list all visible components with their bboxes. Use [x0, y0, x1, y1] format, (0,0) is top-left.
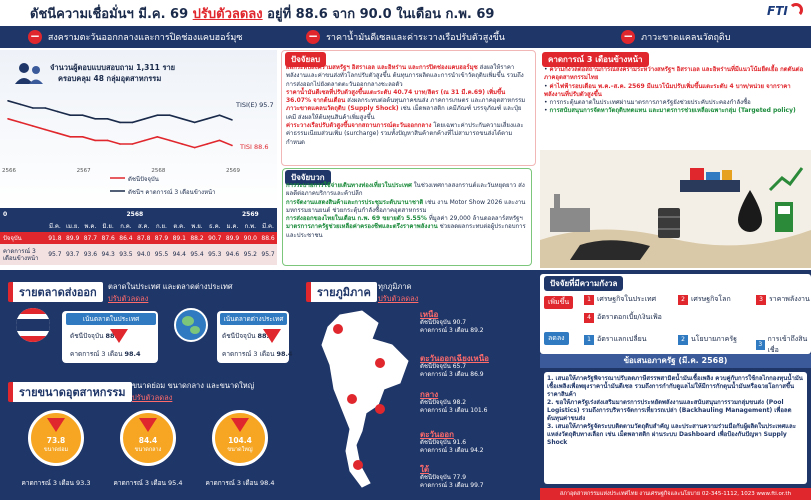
industry-label: ขนาดใหญ่: [227, 447, 253, 453]
outlook-text: การสนับสนุนการจัดหาวัตถุดิบทดแทน และมาตรการช่วยเหลือเฉพาะกลุ่ม (Targeted policy): [549, 107, 796, 115]
table-cell: 94.4: [172, 251, 186, 258]
industry-title: รายขนาดอุตสาหกรรม: [8, 382, 132, 402]
factor-up-label: เพิ่มขึ้น: [544, 296, 573, 309]
region-current: ดัชนีปัจจุบัน 91.6: [420, 439, 467, 446]
factor-number: 4: [584, 313, 594, 323]
page-title: [30, 3, 494, 24]
data-point: [20, 104, 22, 106]
report-header: [0, 0, 811, 26]
driver-supply: [541, 30, 811, 44]
current-value: 88.6: [105, 332, 122, 340]
table-cell: มิ.ย.: [102, 223, 114, 230]
industry-value: 104.4: [228, 436, 252, 445]
factor-label: นโยบายภาครัฐ: [691, 335, 737, 343]
table-cell: ม.ค.: [226, 223, 239, 230]
data-point: [94, 140, 96, 142]
driver-fuel: [270, 30, 540, 44]
table-row-current: [0, 232, 277, 244]
industry-card-large: [198, 410, 282, 492]
data-point: [57, 132, 59, 134]
thailand-map: [300, 305, 420, 495]
table-cell: 93.5: [119, 251, 133, 258]
table-cell: พ.ย.: [191, 223, 203, 230]
expect-label: คาดการณ์ 3 เดือน: [222, 350, 275, 358]
table-cell: ธ.ค.: [209, 223, 221, 230]
industry-label: ขนาดกลาง: [134, 447, 162, 453]
negative-item: [286, 105, 531, 122]
table-cell: 95.4: [190, 251, 204, 258]
data-point: [157, 136, 159, 138]
factor-number: 2: [678, 335, 688, 345]
minus-icon: −: [308, 29, 319, 43]
outlook-item: • การสนับสนุนการจัดหาวัตถุดิบทดแทน และมาตรการช่วยเหลือเฉพาะกลุ่ม (Targeted policy): [544, 107, 796, 115]
arrow-down-icon: [47, 418, 65, 432]
factor-number: 2: [678, 295, 688, 305]
data-point: [32, 107, 34, 109]
data-point: [107, 140, 109, 142]
current-label: ดัชนีปัจจุบัน: [222, 332, 256, 340]
item-body: ที่มูลค่า 29,000 ล้านดอลลาร์สหรัฐฯ: [428, 215, 523, 223]
factor-label: อัตราดอกเบี้ย/เงินเฟ้อ: [597, 313, 662, 321]
data-point: [45, 129, 47, 131]
industry-value: 84.4: [138, 436, 158, 445]
industry-value: 73.8: [46, 436, 66, 445]
x-tick-label: 2569: [226, 168, 240, 174]
arrow-down-icon: [139, 418, 157, 432]
data-point: [144, 118, 146, 120]
data-point: [219, 114, 221, 116]
drivers-bar: [0, 26, 811, 48]
item-head: การจัดงานแสดงสินค้าและการประชุมระดับนานาชาติ: [286, 198, 424, 206]
data-point: [181, 118, 183, 120]
table-cell: ต.ค.: [173, 223, 186, 230]
foreign-expect: [222, 349, 293, 359]
data-point: [82, 114, 84, 116]
table-cell: 87.9: [154, 234, 169, 242]
year-2568: 2568: [126, 210, 144, 218]
region-item: [420, 391, 535, 415]
table-cell: 89.9: [225, 234, 240, 242]
table-cell: 95.3: [208, 251, 222, 258]
markets-title: รายตลาดส่งออก: [8, 282, 103, 302]
domestic-expect: [70, 349, 141, 359]
title-suffix: อยู่ที่ 88.6 จาก 90.0 ในเดือน ก.พ. 69: [267, 6, 495, 22]
table-cell: 95.5: [154, 251, 169, 258]
thai-flag-icon: [16, 308, 50, 342]
current-value: 88.4: [257, 332, 274, 340]
data-point: [7, 100, 9, 102]
industry-expect: คาดการณ์ 3 เดือน 93.3: [21, 479, 91, 487]
pin-south-icon: [353, 460, 363, 470]
index-table: [0, 208, 277, 265]
suggestions-panel: [540, 354, 811, 500]
item-head: ค่าระวางเรือปรับตัวสูงขึ้นจากสถานการณ์ตะวันออกกลาง: [286, 122, 432, 130]
title-highlight: ปรับตัวลดลง: [192, 6, 263, 22]
table-cell: 95.7: [261, 251, 275, 258]
industry-expect: คาดการณ์ 3 เดือน 95.4: [113, 479, 183, 487]
foreign-label: เน้นตลาดต่างประเทศ: [220, 313, 287, 325]
outlook-text: ความกังวลต่อสถานการณ์สงครามระหว่างสหรัฐฯ อิสราเอล และอิหร่านที่มีแนวโน้มยืดเยื้อ กดดันต่อภาคอุตสาหกรรมไทย: [544, 66, 804, 82]
table-cell: ก.ค.: [120, 223, 132, 230]
factor-down-label: ลดลง: [544, 332, 569, 345]
positive-list: [286, 182, 531, 240]
table-cell: 86.4: [119, 234, 133, 242]
industry-card-medium: [106, 410, 190, 492]
data-point: [45, 107, 47, 109]
region-expect: คาดการณ์ 3 เดือน 99.7: [420, 482, 484, 489]
positive-item: [286, 182, 531, 199]
survey-coverage: ครอบคลุม 48 กลุ่มอุตสาหกรรม: [58, 74, 162, 83]
barrel-icon: [658, 208, 680, 238]
data-point: [94, 118, 96, 120]
table-cell: 87.7: [83, 234, 98, 242]
factor-up-item: [584, 312, 662, 323]
factor-label: เศรษฐกิจโลก: [691, 295, 731, 303]
factor-up-item: [756, 294, 810, 305]
arrow-down-icon: [110, 329, 128, 343]
table-cell: 94.3: [101, 251, 115, 258]
region-item: [420, 431, 535, 455]
row-expect-label: คาดการณ์ 3 เดือนข้างหน้า: [3, 247, 39, 262]
factors-panel: [540, 274, 811, 354]
driver-label: ราคาน้ำมันดีเซลและค่าระวางเรือปรับตัวสูงขึ้น: [326, 33, 505, 43]
legend-expect: ดัชนีฯ คาดการณ์ 3 เดือนข้างหน้า: [128, 189, 216, 196]
item-body: ในช่วงเทศกาลสงกรานต์และวันหยุดยาว ส่งผลดีต่อภาคบริการและค้าปลีก: [286, 182, 525, 198]
current-label: ดัชนีปัจจุบัน: [70, 332, 104, 340]
expect-value: 98.4: [276, 350, 293, 358]
table-corner: 0: [3, 210, 8, 218]
minus-icon: −: [29, 29, 40, 43]
fti-logo: [767, 4, 803, 22]
map-outline: [322, 311, 408, 487]
data-point: [20, 122, 22, 124]
tisi-label: TISI 88.6: [240, 143, 269, 151]
x-tick-label: 2568: [151, 168, 166, 174]
oil-illustration: [540, 150, 811, 268]
region-name: ตะวันออกเฉียงเหนือ: [420, 354, 489, 363]
data-point: [181, 143, 183, 145]
outlook-panel: [540, 50, 811, 268]
negative-item: [286, 122, 531, 147]
factor-down-item: [678, 334, 737, 345]
factors-title: ปัจจัยที่มีความกังวล: [544, 276, 623, 291]
regions-subtitle-text: ทุกภูมิภาค: [378, 282, 412, 291]
factor-label: ราคาพลังงาน: [769, 295, 810, 303]
item-body: โดยเฉพาะค่าประกันความเสี่ยงและค่าธรรมเนียมส่วนเพิ่ม (surcharge) รวมทั้งปัญหาสินค้าตกค้างที่ไม่สามารถขนส่งได้ตามกำหนด: [286, 122, 524, 146]
table-cell: มี.ค.: [262, 223, 274, 230]
pin-northeast-icon: [375, 358, 385, 368]
item-body: เช่น เม็ดพลาสติก เคมีภัณฑ์ บรรจุภัณฑ์ และปุ๋ยเคมี ส่งผลให้ต้นทุนสินค้าเพิ่มสูงขึ้น: [286, 105, 522, 121]
factor-down-item: [584, 334, 647, 345]
table-cell: ก.พ.: [244, 223, 256, 230]
table-cell: 87.8: [137, 234, 151, 242]
positive-item: [286, 199, 531, 216]
region-expect: คาดการณ์ 3 เดือน 86.9: [420, 371, 484, 378]
table-cell: 95.7: [48, 251, 62, 258]
driver-label: ภาวะขาดแคลนวัตถุดิบ: [641, 33, 731, 43]
table-cell: 88.6: [261, 234, 275, 242]
suggestions-title: ข้อเสนอภาครัฐ (มี.ค. 2568): [540, 354, 811, 368]
factor-label: การเข้าถึงสินเชื่อ: [767, 335, 808, 354]
title-prefix: ดัชนีความเชื่อมั่นฯ มี.ค. 69: [30, 6, 189, 22]
industry-subtitle: [132, 380, 254, 404]
item-head: ภาวะขาดแคลนวัตถุดิบ (Supply Shock): [286, 105, 399, 113]
table-cell: 91.8: [48, 234, 62, 242]
data-point: [206, 143, 208, 145]
region-name: กลาง: [420, 390, 439, 399]
data-point: [119, 143, 121, 145]
table-cell: พ.ค.: [84, 223, 97, 230]
data-point: [119, 122, 121, 124]
year-2569: 2569: [241, 210, 259, 218]
data-point: [194, 147, 196, 149]
x-tick-label: 2566: [2, 168, 16, 174]
regions-subtitle-red: ปรับตัวลดลง: [378, 294, 419, 303]
row-current-label: ปัจจุบัน: [3, 234, 22, 242]
data-point: [132, 143, 134, 145]
item-body: ส่งผลกระทบต่อต้นทุนภาคขนส่ง ภาคการเกษตร และภาคอุตสาหกรรม: [347, 97, 526, 105]
data-point: [206, 118, 208, 120]
table-cell: 94.0: [137, 251, 151, 258]
negative-list: [286, 64, 531, 147]
positive-title: ปัจจัยบวก: [285, 170, 331, 185]
x-tick-label: 2567: [76, 168, 91, 174]
data-point: [169, 114, 171, 116]
factor-number: 1: [584, 295, 594, 305]
pin-east-icon: [375, 404, 385, 414]
table-cell: 93.7: [65, 251, 80, 258]
industry-subtitle-red: ปรับตัวลดลง: [132, 393, 173, 402]
industry-subtitle-text: ขนาดย่อม ขนาดกลาง และขนาดใหญ่: [132, 381, 255, 390]
pin-central-icon: [347, 394, 357, 404]
item-body: เช่น งาน Motor Show 2026 และงานมหกรรมยานยนต์ ช่วยกระตุ้นกำลังซื้อภาคอุตสาหกรรม: [286, 198, 526, 214]
region-name: ใต้: [420, 465, 430, 474]
item-head: การระบายการใช้จ่ายเดินทางท่องเที่ยวในประเทศ: [286, 182, 412, 189]
survey-count: จำนวนผู้ตอบแบบสอบถาม 1,311 ราย: [50, 63, 176, 72]
minus-icon: −: [623, 29, 634, 43]
regions-subtitle: [378, 281, 418, 305]
markets-subtitle-red: ปรับตัวลดลง: [108, 294, 149, 303]
outlook-list: [544, 66, 806, 116]
suggestion-item: 1. เสนอให้ภาครัฐพิจารณาปรับลดภาษีสรรพสามิตน้ำมันเชื้อเพลิง ควบคู่กับการใช้กลไกกองทุนน้ำมันเชื้อเพลิงเพื่อพยุงราคาน้ำมันดีเซล รวมถึงการกำกับดูแลไม่ให้มีการกักตุนน้ำมันหรือฉวยโอกาสขึ้นราคาสินค้า: [547, 375, 803, 398]
suggestions-list: [544, 372, 807, 484]
suggestion-item: 2. ขอให้ภาครัฐเร่งส่งเสริมมาตรการประหยัดพลังงานและสนับสนุนการรวมกลุ่มขนส่ง (Pool Logistics) รวมถึงการบริหารจัดการเที่ยวรถเปล่า (Backhauling Management) เพื่อลดต้นทุนค่าขนส่ง: [547, 399, 792, 422]
table-year-row: [0, 208, 277, 220]
region-name: ตะวันออก: [420, 430, 454, 439]
factor-down-item: [756, 334, 811, 356]
expect-label: คาดการณ์ 3 เดือน: [70, 350, 123, 358]
item-body: ส่งผลให้ราคาพลังงานและค่าขนส่งทั่วโลกปรับตัวสูงขึ้น ต้นทุนการผลิตและการนำเข้าวัตถุดิบเพิ่มขึ้น รวมถึงการส่งออกไปยังตลาดตะวันออกกลางชะลอตัว: [286, 64, 524, 88]
table-cell: 89.9: [65, 234, 80, 242]
logo-arc-icon: [789, 3, 803, 17]
region-current: ดัชนีปัจจุบัน 77.9: [420, 474, 467, 481]
region-expect: คาดการณ์ 3 เดือน 94.2: [420, 447, 484, 454]
expect-value: 98.4: [124, 350, 141, 358]
factor-up-item: [678, 294, 731, 305]
item-body: ช่วยลดผลกระทบต่อผู้ประกอบการและประชาชน: [286, 223, 526, 239]
driver-war: [0, 30, 270, 44]
region-current: ดัชนีปัจจุบัน 90.7: [420, 319, 467, 326]
globe-icon: [174, 308, 208, 342]
table-cell: 95.2: [243, 251, 257, 258]
footer-bar: สภาอุตสาหกรรมแห่งประเทศไทย งานเศรษฐกิจและนโยบาย 02-345-1112, 1023 www.fti.or.th: [540, 488, 811, 500]
outlook-text: ค่าไฟฟ้ารอบเดือน พ.ค.–ส.ค. 2569 มีแนวโน้มปรับเพิ่มขึ้นแตะระดับ 4 บาท/หน่วย จากราคาพลังงานที่ปรับตัวสูงขึ้น: [544, 82, 791, 98]
table-cell: 90.0: [243, 234, 257, 242]
regions-title: รายภูมิภาค: [306, 282, 377, 302]
legend-current: ดัชนีปัจจุบัน: [128, 176, 159, 183]
factor-number: 3: [756, 295, 766, 305]
line-chart: [0, 50, 277, 208]
driver-label: สงครามตะวันออกกลางและการปิดช่องแคบฮอร์มุซ: [47, 33, 243, 43]
region-current: ดัชนีปัจจุบัน 65.7: [420, 363, 467, 370]
negative-title: ปัจจัยลบ: [285, 52, 326, 67]
arrow-down-icon: [231, 418, 249, 432]
region-name: เหนือ: [420, 310, 439, 319]
data-point: [219, 140, 221, 142]
data-point: [132, 122, 134, 124]
positive-item: [286, 223, 531, 240]
region-item: [420, 355, 535, 379]
region-current: ดัชนีปัจจุบัน 98.2: [420, 399, 467, 406]
outlook-item: • ค่าไฟฟ้ารอบเดือน พ.ค.–ส.ค. 2569 มีแนวโน้มปรับเพิ่มขึ้นแตะระดับ 4 บาท/หน่วย จากราคาพลังงานที่ปรับตัวสูงขึ้น: [544, 82, 791, 98]
outlook-item: • ความกังวลต่อสถานการณ์สงครามระหว่างสหรัฐฯ อิสราเอล และอิหร่านที่มีแนวโน้มยืดเยื้อ กดดันต่อภาคอุตสาหกรรมไทย: [544, 66, 804, 82]
table-cell: 94.6: [225, 251, 240, 258]
outlook-title: คาดการณ์ 3 เดือนข้างหน้า: [542, 52, 649, 67]
data-point: [7, 118, 9, 120]
data-point: [32, 125, 34, 127]
industry-card-small: [14, 410, 98, 492]
data-point: [144, 140, 146, 142]
negative-item: [286, 89, 531, 106]
region-item: [420, 466, 535, 490]
industry-label: ขนาดย่อม: [43, 447, 69, 453]
region-item: [420, 311, 535, 335]
data-point: [82, 136, 84, 138]
table-cell: มี.ค.: [48, 223, 61, 230]
factor-number: 1: [584, 335, 594, 345]
suggestion-item: 3. เสนอให้ภาครัฐจัดระบบติดตามวัตถุดิบสำคัญ และประสานความร่วมมือกับผู้ผลิตในประเทศและแหล่งวัตถุดิบทางเลือก เช่น เม็ดพลาสติก ผ่านระบบ Dashboard เพื่อป้องกันปัญหา Supply Shock: [547, 423, 796, 446]
table-cell: ส.ค.: [137, 223, 150, 230]
markets-subtitle-text: ตลาดในประเทศ และตลาดต่างประเทศ: [108, 282, 233, 291]
negative-item: [286, 64, 531, 89]
item-head: ราคาน้ำมันดีเซลที่ปรับตัวสูงขึ้นแตะระดับ 40.74 บาท/ลิตร (ณ 31 มี.ค.69) เพิ่มขึ้น 36.07% จากต้นเดือน: [286, 88, 506, 105]
table-cell: 87.6: [101, 234, 115, 242]
data-point: [69, 136, 71, 138]
data-point: [157, 114, 159, 116]
data-point: [169, 140, 171, 142]
table-cell: 93.6: [83, 251, 98, 258]
fuel-pump-icon: [775, 202, 793, 232]
data-point: [231, 145, 233, 147]
region-expect: คาดการณ์ 3 เดือน 101.6: [420, 407, 488, 414]
table-row-expect: [0, 244, 277, 265]
table-cell: ก.ย.: [155, 223, 167, 230]
pin-north-icon: [333, 324, 343, 334]
data-point: [57, 111, 59, 113]
logo-text: FTI: [767, 4, 788, 18]
factor-up-item: [584, 294, 656, 305]
region-expect: คาดการณ์ 3 เดือน 89.2: [420, 327, 484, 334]
outlook-item: • การกระตุ้นตลาดในประเทศผ่านมาตรการภาครัฐยังช่วยประคับประคองกำลังซื้อ: [544, 99, 751, 107]
table-month-row: [0, 220, 277, 232]
factor-label: เศรษฐกิจในประเทศ: [597, 295, 657, 303]
table-cell: 90.7: [208, 234, 222, 242]
tisi-e-label: TISI(E) 95.7: [236, 101, 274, 109]
industry-expect: คาดการณ์ 3 เดือน 98.4: [205, 479, 275, 487]
data-point: [107, 118, 109, 120]
table-cell: 89.1: [172, 234, 186, 242]
arrow-down-icon: [263, 329, 281, 343]
table-cell: เม.ย.: [65, 223, 80, 230]
data-point: [69, 114, 71, 116]
data-point: [194, 122, 196, 124]
item-head: การส่งออกของไทยในเดือน ก.พ. 69 ขยายตัว 5.55%: [286, 215, 427, 223]
item-head: มาตรการภาครัฐช่วยเหลือค่าครองชีพและตรึงราคาพลังงาน: [286, 223, 438, 231]
outlook-text: การกระตุ้นตลาดในประเทศผ่านมาตรการภาครัฐยังช่วยประคับประคองกำลังซื้อ: [549, 99, 751, 107]
markets-subtitle: [108, 281, 233, 305]
factor-label: อัตราแลกเปลี่ยน: [597, 335, 647, 343]
table-cell: 88.2: [190, 234, 204, 242]
data-point: [231, 119, 233, 121]
item-head: ผลกระทบสงครามสหรัฐฯ อิสราเอล และอิหร่าน และการปิดช่องแคบฮอร์มุซ: [286, 64, 478, 71]
factor-number: 3: [756, 340, 765, 350]
domestic-label: เน้นตลาดในประเทศ: [66, 313, 156, 325]
